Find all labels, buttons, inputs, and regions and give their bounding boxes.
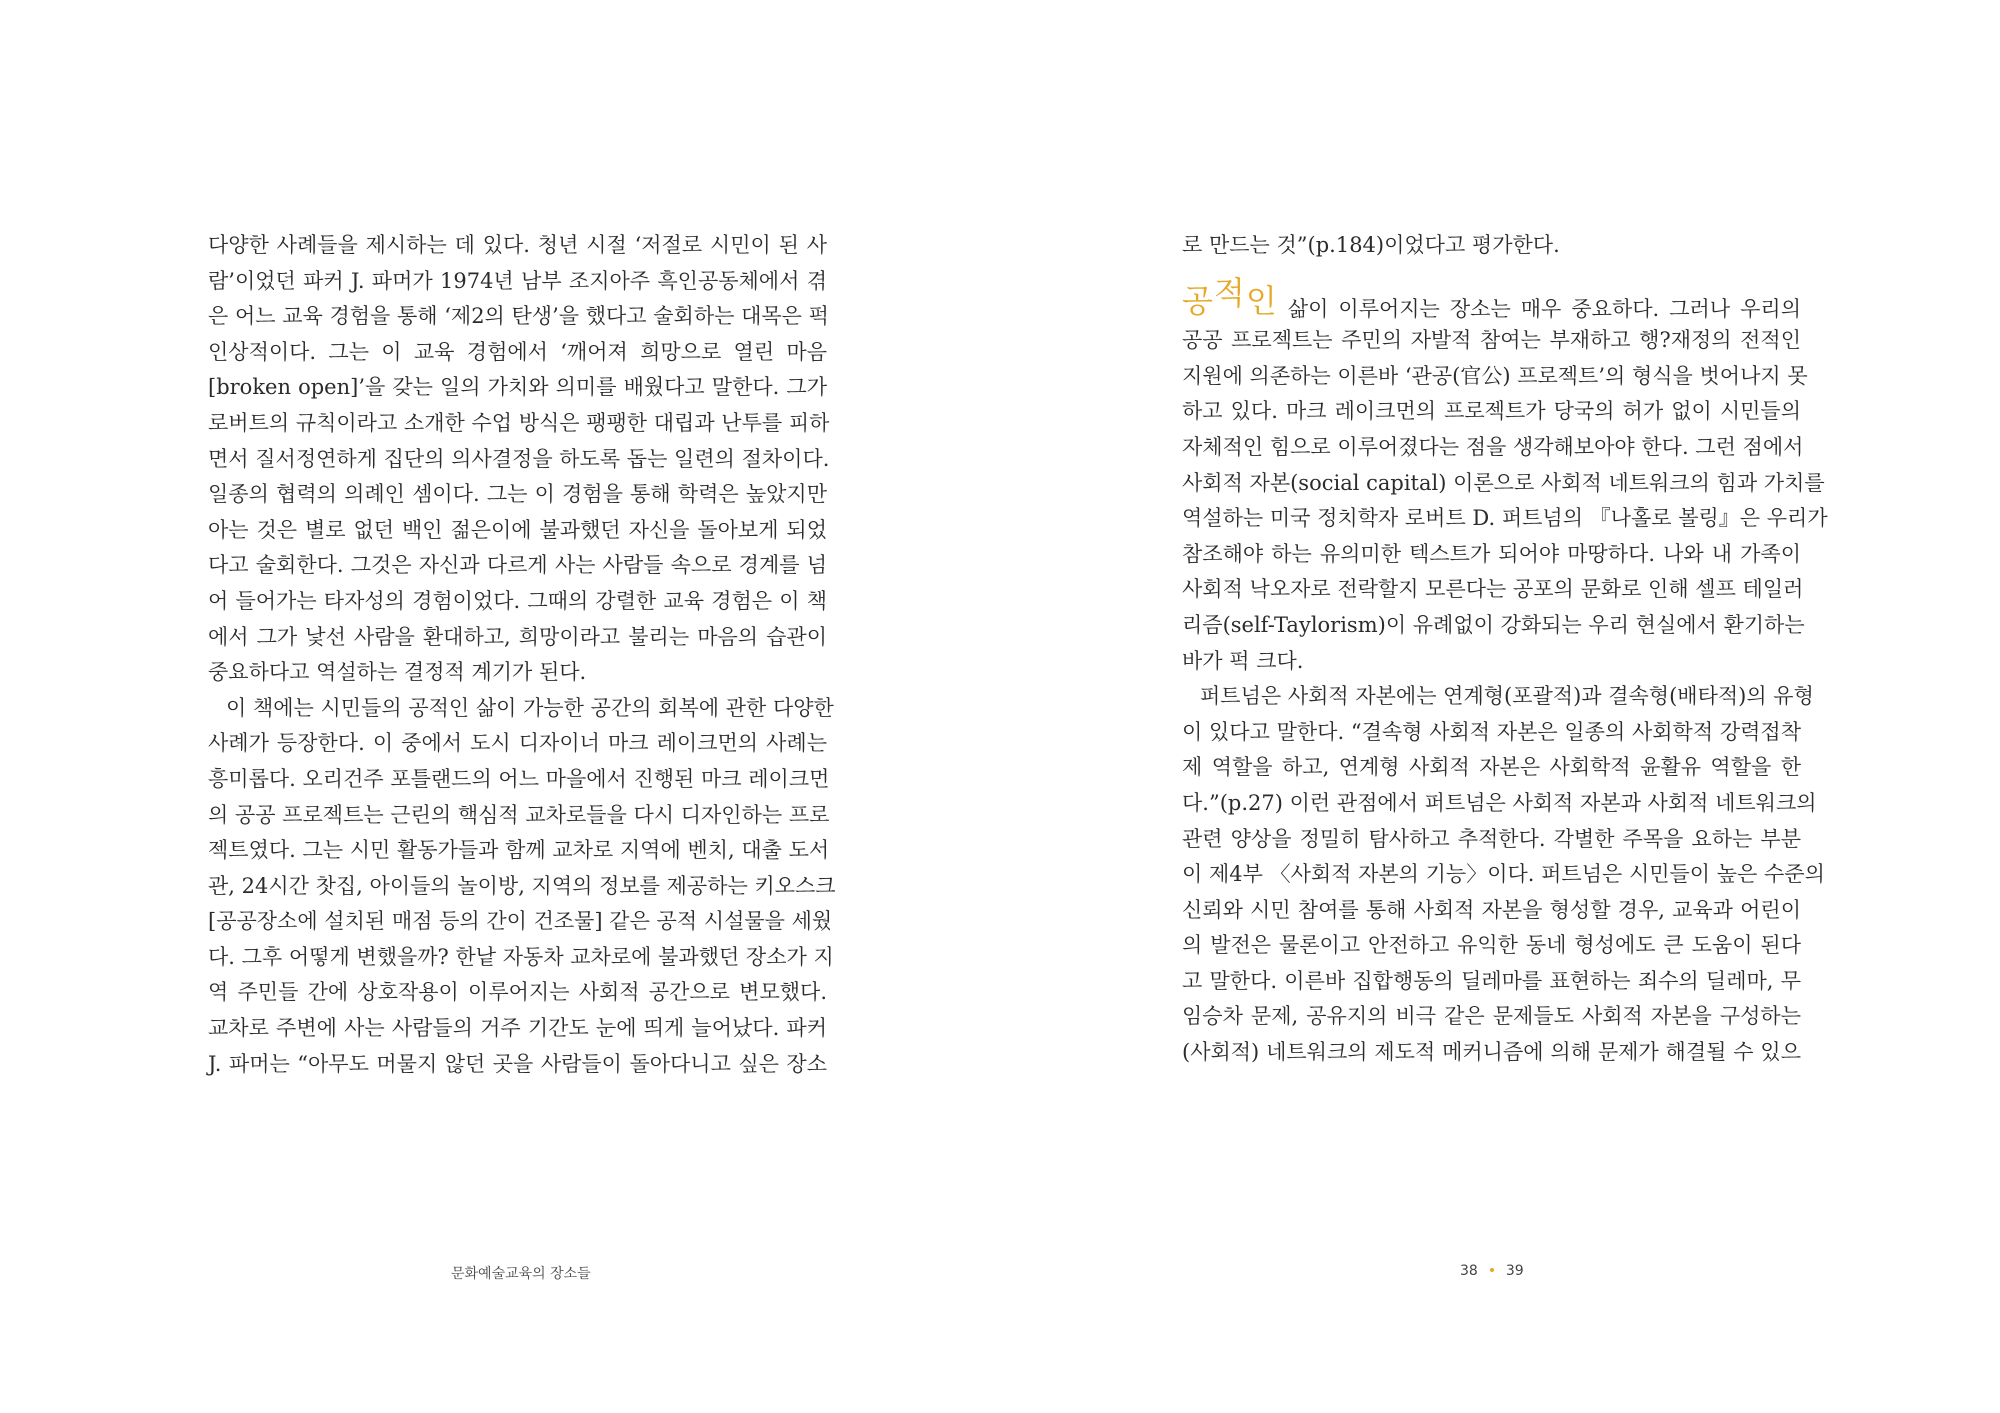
text-line: 사회적 자본(social capital) 이론으로 사회적 네트워크의 힘과 가치를 <box>1182 470 1825 495</box>
text-line: 임승차 문제, 공유지의 비극 같은 문제들도 사회적 자본을 구성하는 <box>1182 1004 1801 1029</box>
drop-cap-rest: 삶이 이루어지는 장소는 매우 중요하다. 그러나 우리의 <box>1277 296 1801 321</box>
text-line: 이 있다고 말한다. “결속형 사회적 자본은 일종의 사회학적 강력접착 <box>1182 719 1801 744</box>
paragraph-first-line: 이 책에는 시민들의 공적인 삶이 가능한 공간의 회복에 관한 다양한 <box>226 695 834 720</box>
text-line: 고 말한다. 이른바 집합행동의 딜레마를 표현하는 죄수의 딜레마, 무 <box>1182 968 1801 993</box>
text-line: 은 어느 교육 경험을 통해 ‘제2의 탄생’을 했다고 술회하는 대목은 퍽 <box>208 304 829 329</box>
text-line: 자체적인 힘으로 이루어졌다는 점을 생각해보아야 한다. 그런 점에서 <box>1182 434 1804 459</box>
running-head: 문화예술교육의 장소들 <box>451 1266 591 1282</box>
text-line: 공공 프로젝트는 주민의 자발적 참여는 부재하고 행?재정의 전적인 <box>1182 328 1801 353</box>
text-line: 젝트였다. 그는 시민 활동가들과 함께 교차로 지역에 벤치, 대출 도서 <box>208 838 830 863</box>
text-line: 다.”(p.27) 이런 관점에서 퍼트넘은 사회적 자본과 사회적 네트워크의 <box>1182 790 1817 815</box>
text-line: 역 주민들 간에 상호작용이 이루어지는 사회적 공간으로 변모했다. <box>208 980 827 1005</box>
text-line: 하고 있다. 마크 레이크먼의 프로젝트가 당국의 허가 없이 시민들의 <box>1182 399 1801 424</box>
text-line: 어 들어가는 타자성의 경험이었다. 그때의 강렬한 교육 경험은 이 책 <box>208 588 827 613</box>
text-line: 제 역할을 하고, 연계형 사회적 자본은 사회학적 윤활유 역할을 한 <box>1182 755 1801 780</box>
text-line: 관, 24시간 찻집, 아이들의 놀이방, 지역의 정보를 제공하는 키오스크 <box>208 873 836 898</box>
right-page <box>1000 0 2000 1413</box>
text-line: 의 공공 프로젝트는 근린의 핵심적 교차로들을 다시 디자인하는 프로 <box>208 802 830 827</box>
text-line: 사회적 낙오자로 전락할지 모른다는 공포의 문화로 인해 셀프 테일러 <box>1182 577 1804 602</box>
text-line: 교차로 주변에 사는 사람들의 거주 기간도 눈에 띄게 늘어났다. 파커 <box>208 1016 827 1041</box>
text-line: 람’이었던 파커 J. 파머가 1974년 남부 조지아주 흑인공동체에서 겪 <box>208 268 827 293</box>
text-line: 흥미롭다. 오리건주 포틀랜드의 어느 마을에서 진행된 마크 레이크먼 <box>208 766 830 791</box>
text-line: 관련 양상을 정밀히 탐사하고 추적한다. 각별한 주목을 요하는 부분 <box>1182 826 1801 851</box>
text-line: 일종의 협력의 의례인 셈이다. 그는 이 경험을 통해 학력은 높았지만 <box>208 482 827 507</box>
text-line: 신뢰와 시민 참여를 통해 사회적 자본을 형성할 경우, 교육과 어린이 <box>1182 897 1801 922</box>
text-line: 다양한 사례들을 제시하는 데 있다. 청년 시절 ‘저절로 시민이 된 사 <box>208 233 827 257</box>
text-line: 로 만드는 것”(p.184)이었다고 평가한다. <box>1182 233 1560 257</box>
drop-cap: 공적인 <box>1182 273 1278 320</box>
text-line: 지원에 의존하는 이른바 ‘관공(官公) 프로젝트’의 형식을 벗어나지 못 <box>1182 363 1808 388</box>
right-text-column <box>1182 228 1828 1071</box>
paragraph-first-line: 퍼트넘은 사회적 자본에는 연계형(포괄적)과 결속형(배타적)의 유형 <box>1200 684 1814 709</box>
text-line: (사회적) 네트워크의 제도적 메커니즘에 의해 문제가 해결될 수 있으 <box>1182 1040 1801 1065</box>
folio-dot <box>1490 1268 1494 1272</box>
drop-cap-line <box>1182 273 1801 324</box>
text-line: 면서 질서정연하게 집단의 의사결정을 하도록 돕는 일련의 절차이다. <box>208 446 830 471</box>
text-line: 아는 것은 별로 없던 백인 젊은이에 불과했던 자신을 돌아보게 되었 <box>208 517 827 542</box>
text-line: 사례가 등장한다. 이 중에서 도시 디자이너 마크 레이크먼의 사례는 <box>208 731 827 756</box>
text-line: 의 발전은 물론이고 안전하고 유익한 동네 형성에도 큰 도움이 된다 <box>1182 933 1801 958</box>
text-line: 중요하다고 역설하는 결정적 계기가 된다. <box>208 660 587 685</box>
text-line: 에서 그가 낯선 사람을 환대하고, 희망이라고 불리는 마음의 습관이 <box>208 624 827 649</box>
text-line: J. 파머는 “아무도 머물지 않던 곳을 사람들이 돌아다니고 싶은 장소 <box>208 1051 827 1076</box>
text-line: 역설하는 미국 정치학자 로버트 D. 퍼트넘의 『나홀로 볼링』은 우리가 <box>1182 506 1828 531</box>
text-line: 다고 술회한다. 그것은 자신과 다르게 사는 사람들 속으로 경계를 넘 <box>208 553 827 578</box>
text-line: 참조해야 하는 유의미한 텍스트가 되어야 마땅하다. 나와 내 가족이 <box>1182 541 1801 566</box>
text-line: [공공장소에 설치된 매점 등의 간이 건조물] 같은 공적 시설물을 세웠 <box>208 909 833 934</box>
text-line: 바가 퍽 크다. <box>1182 648 1304 673</box>
text-line: 리즘(self-Taylorism)이 유례없이 강화되는 우리 현실에서 환기하는 <box>1182 612 1805 637</box>
text-line: 다. 그후 어떻게 변했을까? 한낱 자동차 교차로에 불과했던 장소가 지 <box>208 944 834 969</box>
text-line: 인상적이다. 그는 이 교육 경험에서 ‘깨어져 희망으로 열린 마음 <box>208 339 827 364</box>
page-numbers <box>1460 1263 1524 1279</box>
text-line: 이 제4부 〈사회적 자본의 기능〉이다. 퍼트넘은 시민들이 높은 수준의 <box>1182 862 1825 887</box>
page-number-right: 39 <box>1505 1263 1524 1279</box>
text-line: [broken open]’을 갖는 일의 가치와 의미를 배웠다고 말한다. 그가 <box>208 375 827 400</box>
page-number-left: 38 <box>1460 1263 1478 1279</box>
left-text-column <box>208 228 836 1082</box>
text-line: 로버트의 규칙이라고 소개한 수업 방식은 팽팽한 대립과 난투를 피하 <box>208 410 830 435</box>
